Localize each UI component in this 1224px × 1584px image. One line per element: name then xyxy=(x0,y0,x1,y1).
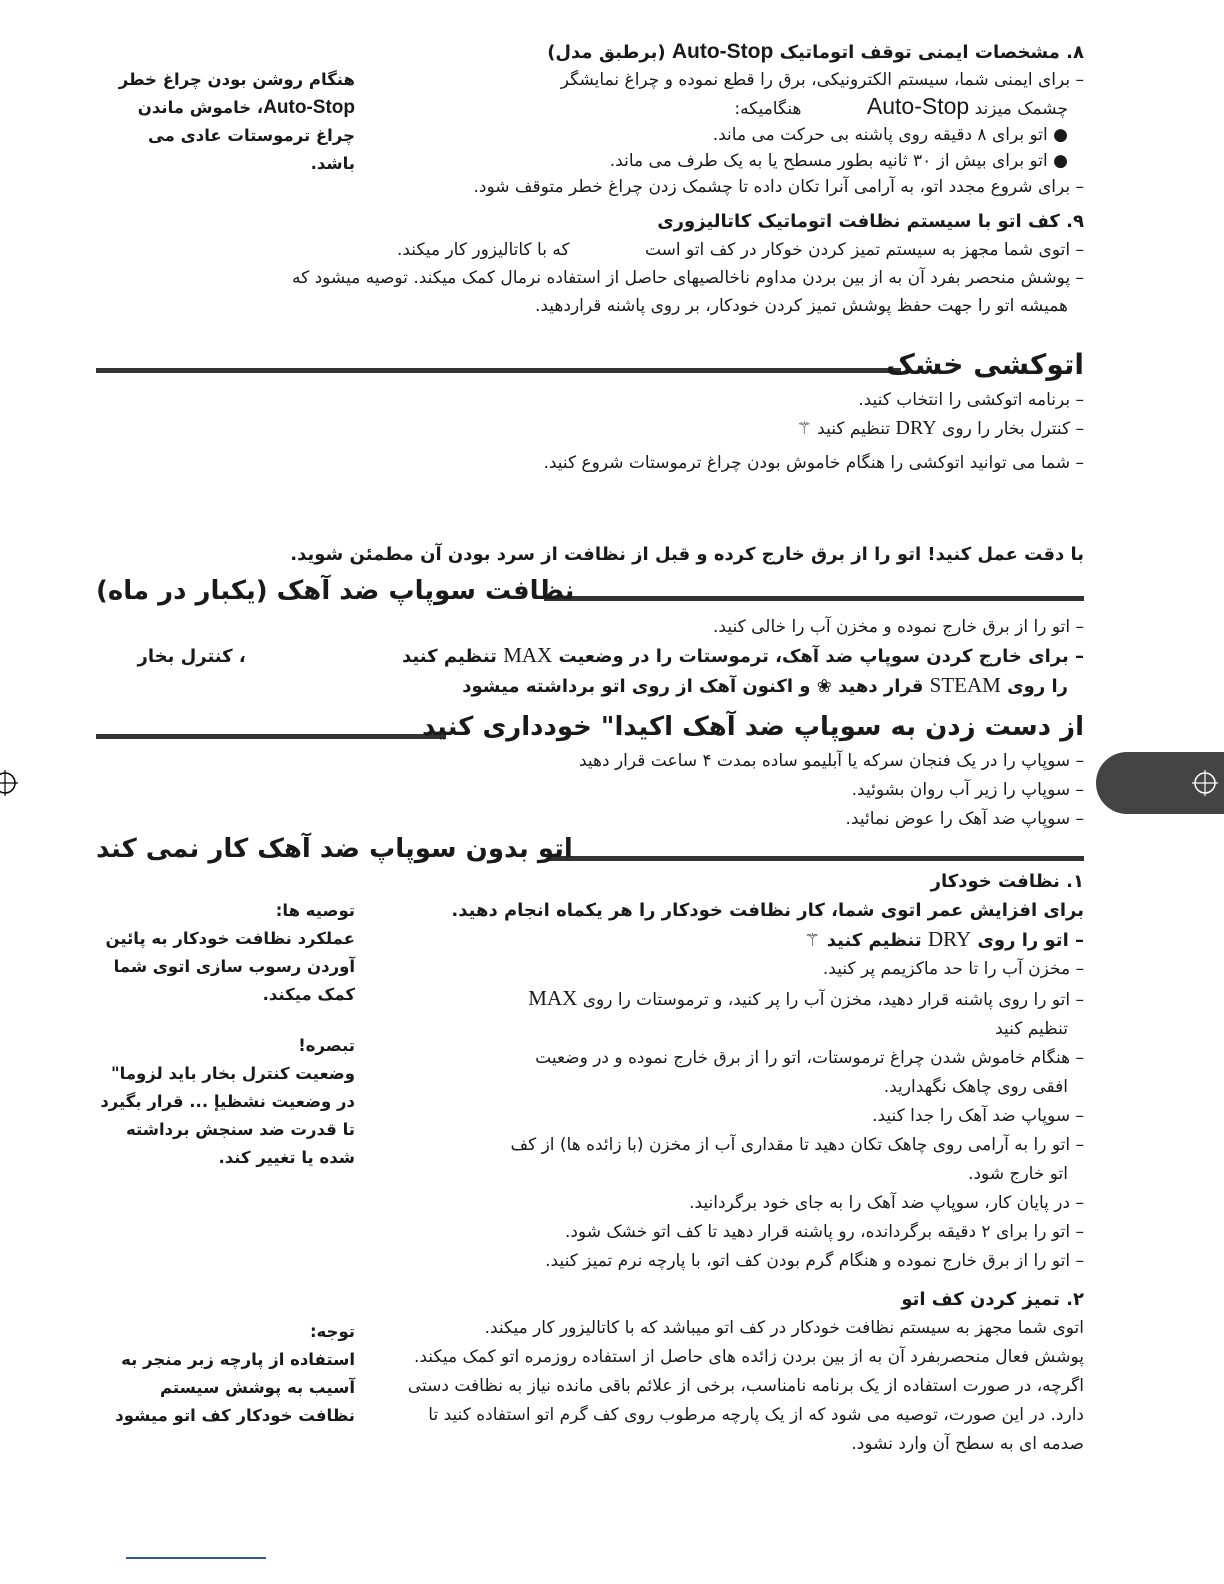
side-note-remark: تبصره! وضعیت کنترل بخار باید لزوما" در وضعیت نشظیإ ... قرار بگیرد تا قدرت ضد سنجش برداشته شده یا تغییر کند. xyxy=(100,1036,355,1167)
side-note-auto-stop: هنگام روشن بودن چراغ خطر Auto-Stop، خاموش ماندن چراغ ترموستات عادی می باشد. xyxy=(118,70,355,173)
divider xyxy=(544,596,1084,601)
section-heading: اتوکشی خشک xyxy=(886,348,1084,381)
section-valve-touch: – سوپاپ را در یک فنجان سرکه یا آبلیمو ساده بمدت ۴ ساعت قرار دهید – سوپاپ را زیر آب روان بشوئید. – سوپاپ ضد آهک را عوض نمائید. xyxy=(578,751,1084,829)
section-dry-ironing-header xyxy=(96,348,1084,384)
dry-icon: ⚚ xyxy=(804,930,821,951)
side-note-attention: توجه: استفاده از پارچه زبر منجر به آسیب به پوشش سیستم نظافت خودکار کف اتو میشود xyxy=(115,1322,355,1425)
dry-setting-line: – اتو را روی DRY تنظیم کنید ⚚ xyxy=(804,927,1084,951)
section-auto-stop: ۸. مشخصات ایمنی توقف اتوماتیک Auto-Stop (برطبق مدل) – برای ایمنی شما، سیستم الکترونیکی، برق را قطع نموده و چراغ نمایشگر چشمک میزند Auto-Stop هنگامیکه: ● اتو برای ۸ دقیقه روی پاشنه بی حرکت می ماند. ● اتو برای بیش از ۳۰ ثانیه بطور مسطح یا به یک طرف می ماند. – برای شروع مجدد اتو، به آرامی آنرا تکان داده تا چشمک زدن چراغ خطر متوقف شود. xyxy=(404,38,1084,200)
fill-tank-line: – اتو را روی پاشنه قرار دهید، مخزن آب را پر کنید، و ترموستات را روی MAX xyxy=(528,986,1084,1010)
section-title: ۸. مشخصات ایمنی توقف اتوماتیک Auto-Stop (برطبق مدل) xyxy=(547,40,1084,63)
steam-icon: ❀ xyxy=(816,676,832,697)
auto-stop-line: چشمک میزند Auto-Stop هنگامیکه: xyxy=(734,93,1068,119)
section-heading: اتو بدون سوپاپ ضد آهک کار نمی کند xyxy=(96,834,573,864)
side-note-recommendation: توصیه ها: عملکرد نظافت خودکار به پائین آوردن رسوب سازی اتوی شما کمک میکند. xyxy=(105,901,355,1004)
section-dry-ironing: – برنامه اتوکشی را انتخاب کنید. – کنترل بخار را روی DRY تنظیم کنید ⚚ – شما می توانید اتوکشی را هنگام خاموش بودن چراغ ترموستات شروع کنید. xyxy=(404,386,1084,477)
valve-line-3: را روی STEAM قرار دهید ❀ و اکنون آهک از روی اتو برداشته میشود xyxy=(462,673,1068,697)
section-heading: از دست زدن به سوپاپ ضد آهک اکیدا" خودداری کنید xyxy=(422,712,1084,742)
section-heading: نظافت سوپاپ ضد آهک (یکبار در ماه) xyxy=(96,576,575,606)
section-catalytic-soleplate: ۹. کف اتو با سیستم نظافت اتوماتیک کاتالیزوری – اتوی شما مجهز به سیستم تمیز کردن خوکار در کف اتو است که با کاتالیزور کار میکند. – پوشش منحصر بفرد آن به از بین بردن مداوم ناخالصیهای حاصل از استفاده نرمال کمک میکند. توصیه میشود که همیشه اتو را جهت حفظ پوشش تمیز کردن خودکار، بر روی پاشنه قراردهید. xyxy=(291,211,1084,316)
caution-text: با دقت عمل کنید! اتو را از برق خارج کرده و قبل از نظافت از سرد بودن آن مطمئن شوید. xyxy=(290,544,1084,565)
section-soleplate-cleaning: ۲. تمیز کردن کف اتو اتوی شما مجهز به سیستم نظافت خودکار در کف اتو میباشد که با کاتالیزور کار میکند. پوشش فعال منحصربفرد آن به از بین بردن زائده های حاصل از استفاده روزمره اتو کمک میکند. اگرچه، در صورت استفاده از یک برنامه نامناسب، برخی از علائم باقی مانده نیاز به نظافت دستی دارد. در این صورت، توصیه می شود که از یک پارچه مرطوب روی کف گرم اتو استفاده کنید تا صدمه ای به سطح آن وارد نشود. xyxy=(407,1289,1084,1454)
divider xyxy=(96,734,446,739)
section-no-valve-header xyxy=(96,834,1084,870)
dry-icon: ⚚ xyxy=(796,419,812,439)
section-valve-cleaning-header xyxy=(96,576,1084,612)
valve-line-2: – برای خارج کردن سوپاپ ضد آهک، ترموستات را در وضعیت MAX تنظیم کنید ، کنترل بخار xyxy=(137,643,1084,667)
registration-mark-icon xyxy=(0,770,18,796)
registration-mark-icon xyxy=(1192,770,1218,796)
divider xyxy=(549,856,1084,861)
footer-rule xyxy=(126,1557,266,1559)
section-self-clean: ۱. نظافت خودکار برای افزایش عمر اتوی شما، کار نظافت خودکار را هر یکماه انجام دهید. – اتو را روی DRY تنظیم کنید ⚚ – مخزن آب را تا حد ماکزیمم پر کنید. – اتو را روی پاشنه قرار دهید، مخزن آب را پر کنید، و ترموستات را روی MAX تنظیم کنید – هنگام خاموش شدن چراغ ترموستات، اتو را از برق خارج نموده و در وضعیت افقی روی چاهک نگهدارید. – سوپاپ ضد آهک را جدا کنید. – اتو را به آرامی روی چاهک تکان دهید تا مقداری آب از مخزن (با زائده ها) از کف اتو خارج شود. – در پایان کار، سوپاپ ضد آهک را به جای خود برگردانید. – اتو را برای ۲ دقیقه برگردانده، رو پاشنه قرار دهید تا کف اتو خشک شود. – اتو را از برق خارج نموده و هنگام گرم بودن کف اتو، با پارچه نرم تمیز کنید. xyxy=(404,868,1084,1276)
dry-setting-line: – کنترل بخار را روی DRY تنظیم کنید ⚚ xyxy=(796,417,1084,439)
section-valve-touch-header xyxy=(96,712,1084,748)
divider xyxy=(96,368,901,373)
section-valve-cleaning: – اتو را از برق خارج نموده و مخزن آب را خالی کنید. – برای خارج کردن سوپاپ ضد آهک، ترموستات را در وضعیت MAX تنظیم کنید ، کنترل بخار را روی STEAM قرار دهید ❀ و اکنون آهک از روی اتو برداشته میشود xyxy=(94,613,1084,701)
